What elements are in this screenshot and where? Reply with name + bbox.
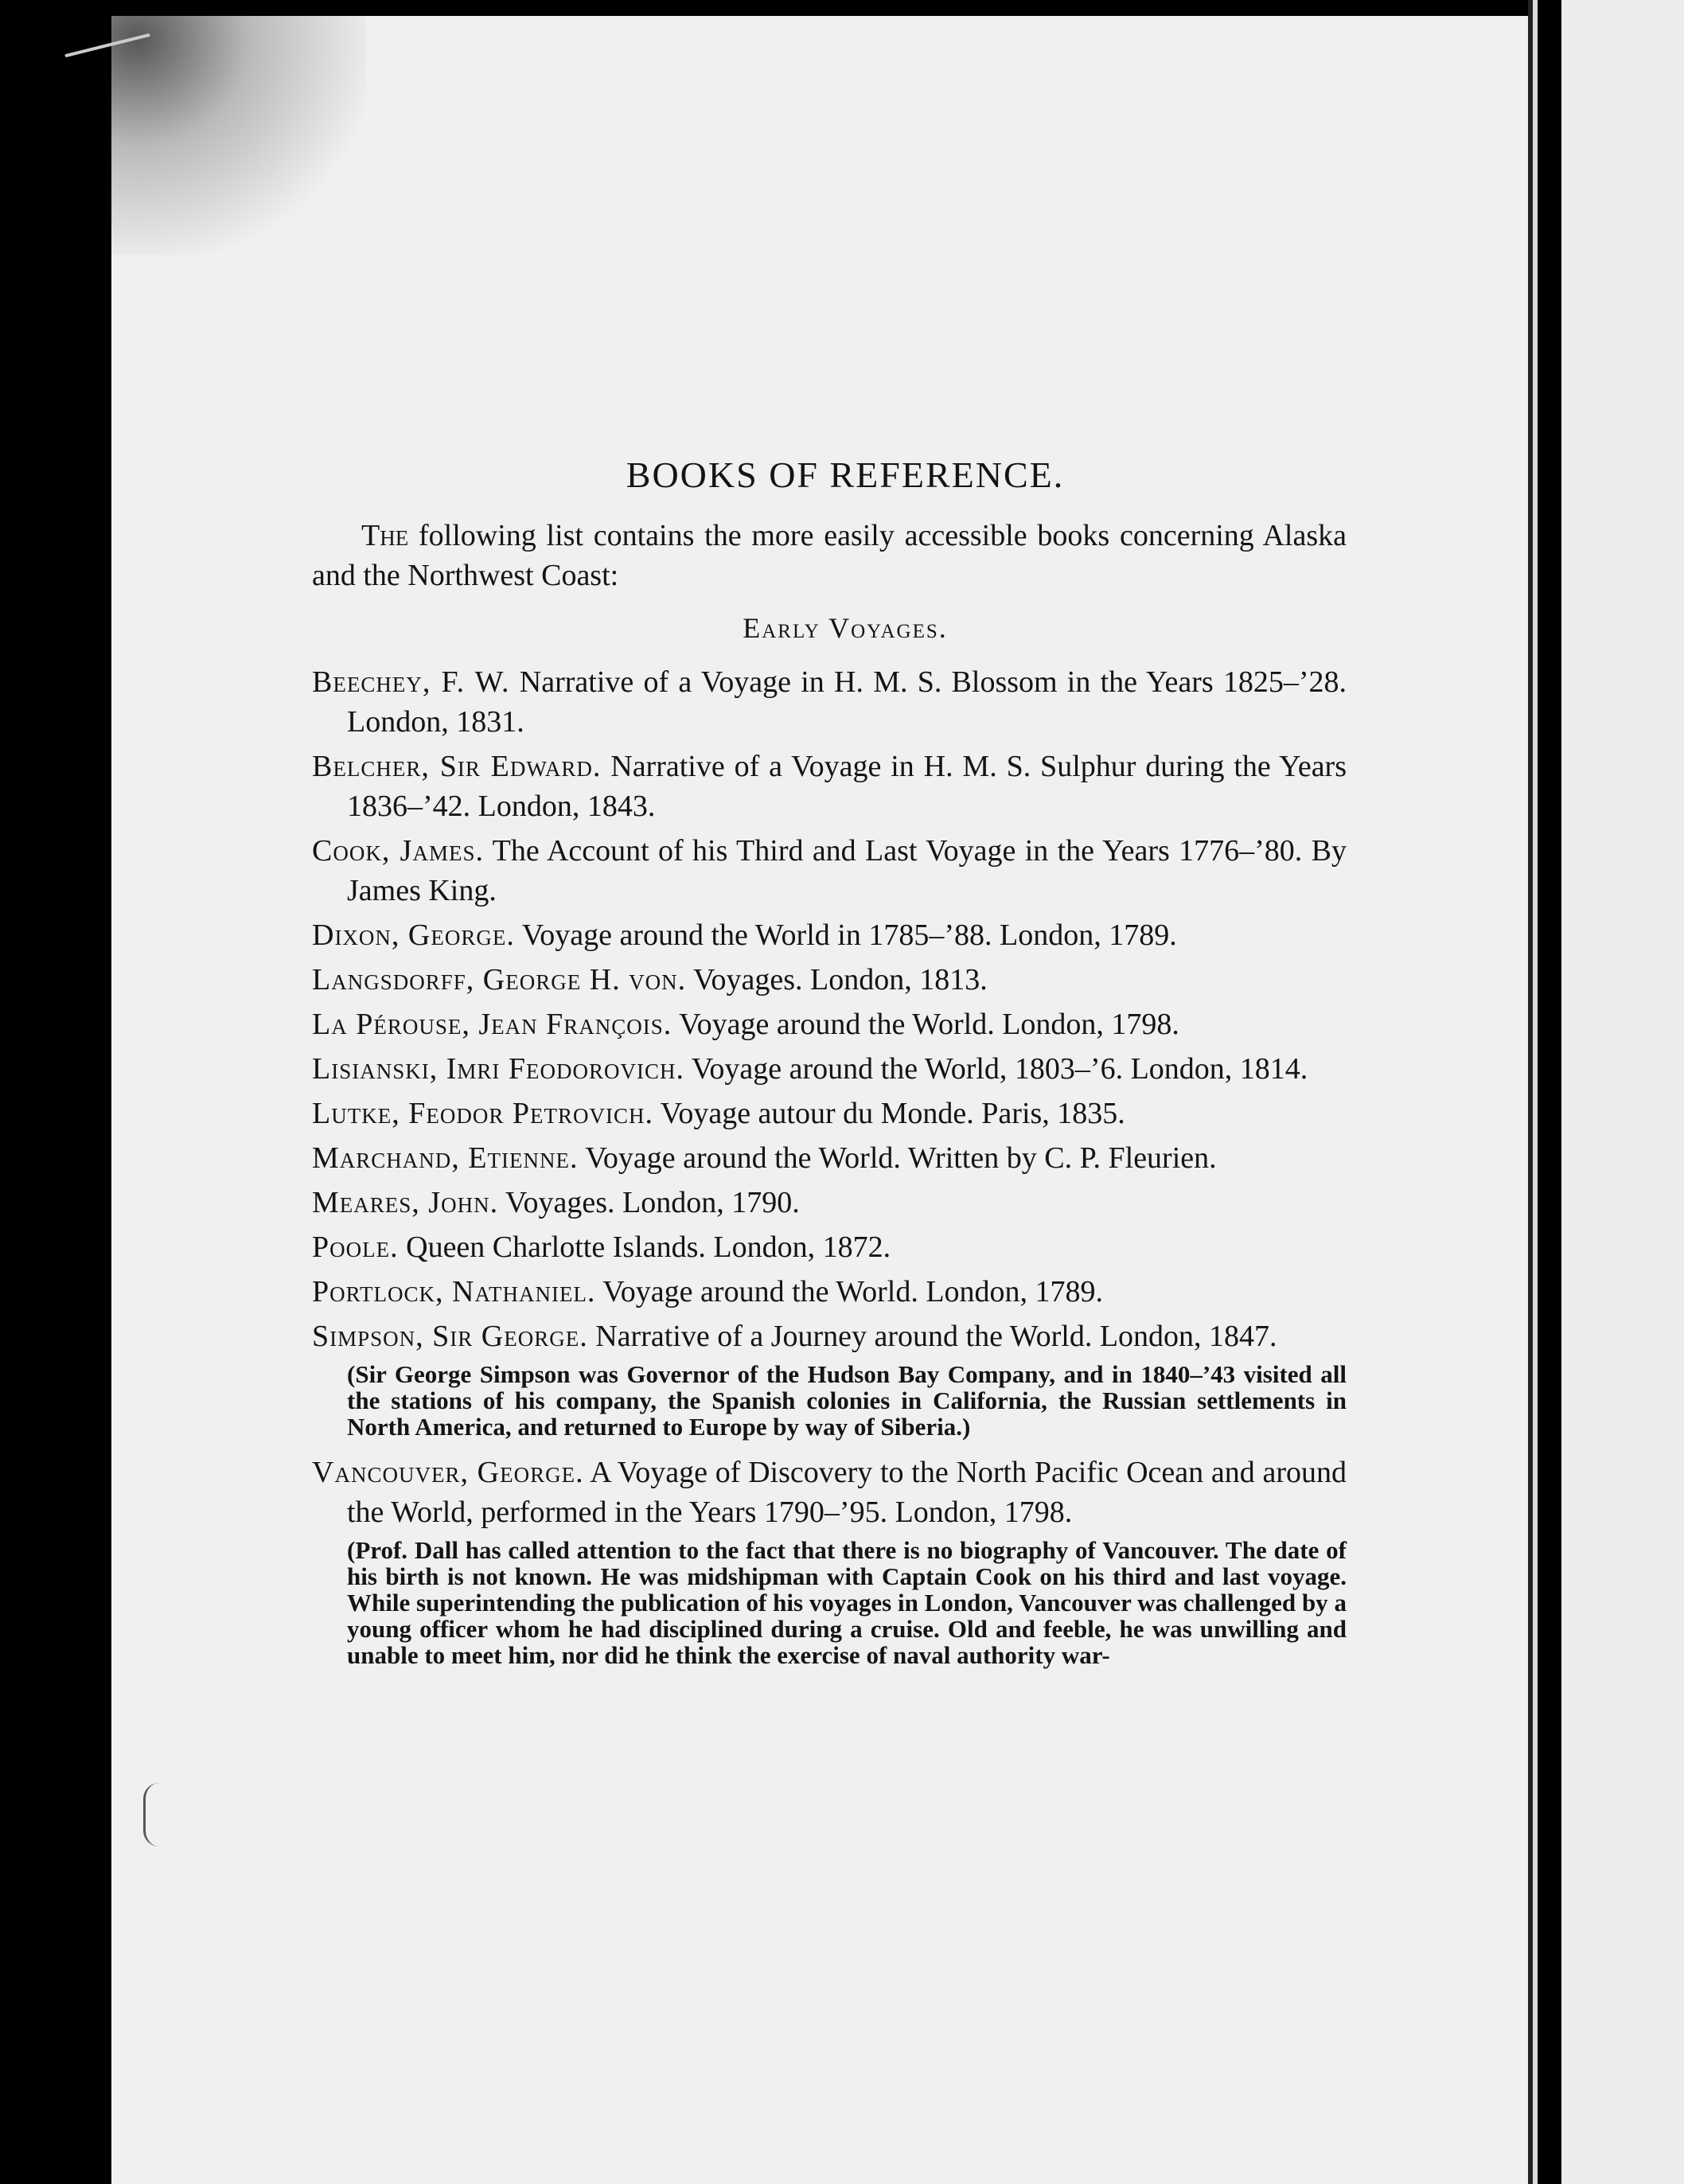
page-edge-mark <box>143 1783 177 1847</box>
entry-title: Narrative of a Journey around the World. London, 1847. <box>595 1320 1277 1353</box>
reference-entry <box>312 1453 1347 1532</box>
entry-author: Marchand, Etienne. <box>312 1141 579 1175</box>
entry-author: La Pérouse, Jean François. <box>312 1008 672 1041</box>
entry-title: Narrative of a Voyage in H. M. S. Blossom in the Years 1825–’28. London, 1831. <box>347 665 1347 739</box>
entry-title: A Voyage of Discovery to the North Pacific Ocean and around the World, performed in the Years 1790–’95. London, 1798. <box>347 1456 1347 1529</box>
entry-title: Voyage around the World. Written by C. P. Fleurien. <box>585 1141 1217 1175</box>
vancouver-note: (Prof. Dall has called attention to the fact that there is no biography of Vancouver. The date of his birth is not known. He was midshipman with Captain Cook on his third and last voyage. While superintending the publication of his voyages in London, Vancouver was challenged by a young officer whom he had disciplined during a cruise. Old and feeble, he was unwilling and unable to meet him, nor did he think the exercise of naval authority war- <box>347 1536 1347 1669</box>
entry-title: Voyages. London, 1813. <box>692 963 988 996</box>
page-title: BOOKS OF REFERENCE. <box>626 454 1065 495</box>
intro-paragraph <box>312 516 1347 595</box>
entry-title: Voyage autour du Monde. Paris, 1835. <box>660 1097 1125 1130</box>
entry-author: Langsdorff, George H. von. <box>312 963 687 996</box>
entry-author: Cook, James. <box>312 834 484 868</box>
page-corner-shadow <box>111 16 366 255</box>
entry-author: Dixon, George. <box>312 918 515 952</box>
facing-page-edge <box>1561 0 1684 2184</box>
reference-entry <box>312 1004 1347 1044</box>
entry-author: Poole. <box>312 1230 399 1264</box>
reference-entry <box>312 915 1347 955</box>
reference-entry <box>312 960 1347 1000</box>
reference-entry <box>312 1272 1347 1312</box>
entry-author: Belcher, Sir Edward. <box>312 750 602 783</box>
scan-left-border <box>0 0 111 2184</box>
reference-entry <box>312 747 1347 826</box>
intro-text: following list contains the more easily accessible books concerning Alaska and the Northwest Coast: <box>312 519 1347 592</box>
entry-title: Voyage around the World. London, 1789. <box>602 1275 1104 1308</box>
entry-title: Voyage around the World in 1785–’88. London, 1789. <box>521 918 1177 952</box>
reference-entry <box>312 1316 1347 1356</box>
reference-entry <box>312 1138 1347 1178</box>
entry-title: Voyage around the World, 1803–’6. London, 1814. <box>691 1052 1308 1086</box>
reference-entry <box>312 1049 1347 1089</box>
simpson-note: (Sir George Simpson was Governor of the Hudson Bay Company, and in 1840–’43 visited all the stations of his company, the Spanish colonies in California, the Russian settlements in North America, and returned to Europe by way of Siberia.) <box>347 1360 1347 1441</box>
scan-right-border <box>1538 0 1561 2184</box>
entry-title: Queen Charlotte Islands. London, 1872. <box>406 1230 891 1264</box>
entry-title: Voyage around the World. London, 1798. <box>679 1008 1179 1041</box>
reference-entry <box>312 1094 1347 1133</box>
entry-author: Simpson, Sir George. <box>312 1320 588 1353</box>
entry-author: Portlock, Nathaniel. <box>312 1275 596 1308</box>
entry-author: Beechey, F. W. <box>312 665 510 699</box>
section-heading: Early Voyages. <box>743 612 948 644</box>
intro-lead-word: The <box>361 519 409 552</box>
reference-entry <box>312 1183 1347 1223</box>
reference-entry <box>312 1227 1347 1267</box>
entry-author: Lutke, Feodor Petrovich. <box>312 1097 653 1130</box>
reference-entry <box>312 662 1347 742</box>
entry-author: Lisianski, Imri Feodorovich. <box>312 1052 685 1086</box>
entry-title: Narrative of a Voyage in H. M. S. Sulphur during the Years 1836–’42. London, 1843. <box>347 750 1347 823</box>
entry-author: Vancouver, George. <box>312 1456 584 1489</box>
entry-title: Voyages. London, 1790. <box>505 1186 800 1219</box>
reference-entry <box>312 831 1347 911</box>
entry-author: Meares, John. <box>312 1186 499 1219</box>
entry-title: The Account of his Third and Last Voyage in the Years 1776–’80. By James King. <box>347 834 1347 907</box>
page-content <box>312 455 1347 1681</box>
